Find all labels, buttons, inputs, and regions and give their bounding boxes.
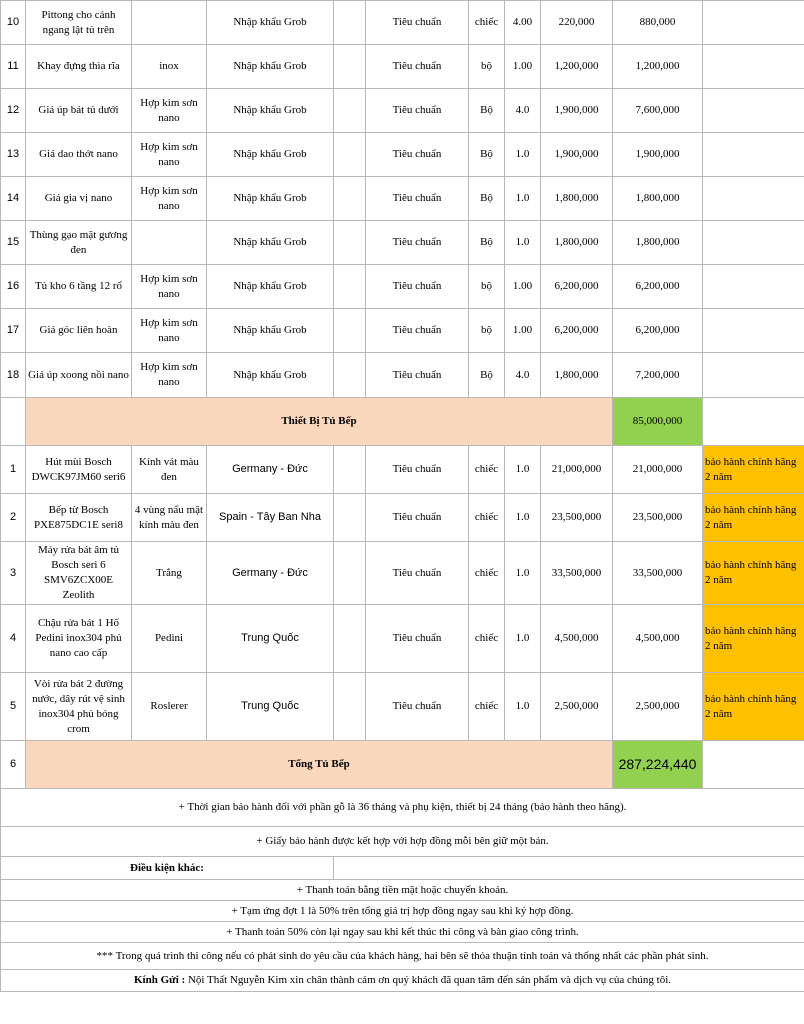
- item-note: [703, 221, 804, 265]
- item-origin: Nhập khẩu Grob: [207, 309, 334, 353]
- item-origin: Nhập khẩu Grob: [207, 1, 334, 45]
- note-regards: [1, 970, 804, 992]
- row-number: 12: [1, 89, 26, 133]
- regards-label: Kính Gửi :: [133, 974, 186, 986]
- item-material: Hợp kim sơn nano: [132, 265, 207, 309]
- item-material: Kính vát màu đen: [132, 446, 207, 494]
- item-unit: Bộ: [469, 221, 505, 265]
- item-spec: Tiêu chuẩn: [366, 353, 469, 398]
- note-warranty: + Thời gian bảo hành đối với phần gỗ là 36 tháng và phụ kiện, thiết bị 24 tháng (bảo hành theo hãng).: [1, 789, 804, 827]
- item-price: 1,200,000: [541, 45, 613, 89]
- item-name: Giá úp xoong nồi nano: [26, 353, 132, 398]
- item-note: [703, 1, 804, 45]
- row-number: 14: [1, 177, 26, 221]
- item-qty: 1.00: [505, 309, 541, 353]
- item-price: 1,900,000: [541, 89, 613, 133]
- item-origin: Trung Quốc: [207, 673, 334, 741]
- row-number: 18: [1, 353, 26, 398]
- row-number: 1: [1, 446, 26, 494]
- item-unit: bộ: [469, 265, 505, 309]
- item-note: bảo hành chính hãng 2 năm: [703, 673, 804, 741]
- table-row: [1, 673, 804, 741]
- item-origin: Nhập khẩu Grob: [207, 133, 334, 177]
- item-qty: 4.0: [505, 353, 541, 398]
- item-qty: 1.0: [505, 446, 541, 494]
- item-origin: Nhập khẩu Grob: [207, 89, 334, 133]
- item-unit: Bộ: [469, 89, 505, 133]
- item-price: 220,000: [541, 1, 613, 45]
- item-qty: 4.00: [505, 1, 541, 45]
- item-name: Giá gia vị nano: [26, 177, 132, 221]
- item-note: [703, 89, 804, 133]
- item-name: Tủ kho 6 tầng 12 rổ: [26, 265, 132, 309]
- item-spec: Tiêu chuẩn: [366, 45, 469, 89]
- item-name: Chậu rửa bát 1 Hố Pedini inox304 phủ nano cao cấp: [26, 605, 132, 673]
- note-paper: + Giấy bảo hành được kết hợp với hợp đồng mỗi bên giữ một bản.: [1, 827, 804, 857]
- row-number: 2: [1, 494, 26, 542]
- item-qty: 4.0: [505, 89, 541, 133]
- item-name: Pittong cho cánh ngang lật tủ trên: [26, 1, 132, 45]
- item-origin: Germany - Đức: [207, 446, 334, 494]
- item-name: Hút mùi Bosch DWCK97JM60 seri6: [26, 446, 132, 494]
- item-note: [703, 265, 804, 309]
- item-material: [132, 221, 207, 265]
- item-spec: Tiêu chuẩn: [366, 673, 469, 741]
- item-price: 1,800,000: [541, 353, 613, 398]
- item-spec: Tiêu chuẩn: [366, 221, 469, 265]
- empty-cell: [334, 89, 366, 133]
- item-price: 1,800,000: [541, 221, 613, 265]
- item-price: 2,500,000: [541, 673, 613, 741]
- item-origin: Nhập khẩu Grob: [207, 45, 334, 89]
- item-price: 1,800,000: [541, 177, 613, 221]
- item-name: Khay đựng thìa rĩa: [26, 45, 132, 89]
- item-amount: 1,200,000: [613, 45, 703, 89]
- empty-cell: [334, 353, 366, 398]
- item-price: 1,900,000: [541, 133, 613, 177]
- row-number: 11: [1, 45, 26, 89]
- item-amount: 21,000,000: [613, 446, 703, 494]
- item-spec: Tiêu chuẩn: [366, 494, 469, 542]
- item-name: Bếp từ Bosch PXE875DC1E seri8: [26, 494, 132, 542]
- item-spec: Tiêu chuẩn: [366, 177, 469, 221]
- product-rows-group-2: [1, 446, 804, 741]
- item-spec: Tiêu chuẩn: [366, 309, 469, 353]
- item-unit: chiếc: [469, 542, 505, 605]
- item-amount: 23,500,000: [613, 494, 703, 542]
- item-note: bảo hành chính hãng 2 năm: [703, 542, 804, 605]
- empty-cell: [334, 494, 366, 542]
- item-unit: Bộ: [469, 353, 505, 398]
- section-subtotal: [1, 398, 804, 446]
- item-name: Vòi rửa bát 2 đường nước, dây rút vệ sinh inox304 phủ bóng crom: [26, 673, 132, 741]
- grand-total-value: 287,224,440: [613, 741, 703, 789]
- item-price: 23,500,000: [541, 494, 613, 542]
- item-material: [132, 1, 207, 45]
- item-origin: Nhập khẩu Grob: [207, 353, 334, 398]
- item-spec: Tiêu chuẩn: [366, 605, 469, 673]
- note-payment-2: + Tạm ứng đợt 1 là 50% trên tổng giá trị hợp đồng ngay sau khi ký hợp đồng.: [1, 901, 804, 922]
- item-origin: Nhập khẩu Grob: [207, 177, 334, 221]
- note-payment-1: + Thanh toán bằng tiền mặt hoặc chuyển khoản.: [1, 880, 804, 901]
- item-amount: 7,600,000: [613, 89, 703, 133]
- item-material: Hợp kim sơn nano: [132, 89, 207, 133]
- empty-cell: [334, 221, 366, 265]
- table-row: [1, 221, 804, 265]
- empty-cell: [334, 177, 366, 221]
- grand-note-cell: [703, 741, 804, 789]
- item-material: Hợp kim sơn nano: [132, 353, 207, 398]
- item-qty: 1.0: [505, 221, 541, 265]
- item-unit: Bộ: [469, 177, 505, 221]
- notes-section: [1, 789, 804, 992]
- item-material: inox: [132, 45, 207, 89]
- item-material: Trắng: [132, 542, 207, 605]
- empty-cell: [334, 309, 366, 353]
- empty-cell: [334, 133, 366, 177]
- section-total: 85,000,000: [613, 398, 703, 446]
- item-amount: 2,500,000: [613, 673, 703, 741]
- item-material: 4 vùng nấu mặt kính màu đen: [132, 494, 207, 542]
- note-extra: *** Trong quá trình thi công nếu có phát sinh do yêu cầu của khách hàng, hai bên sẽ thỏa thuận tính toán và thống nhất các phần phát sinh.: [1, 943, 804, 970]
- item-spec: Tiêu chuẩn: [366, 89, 469, 133]
- item-origin: Spain - Tây Ban Nha: [207, 494, 334, 542]
- table-row: [1, 309, 804, 353]
- table-row: [1, 177, 804, 221]
- item-qty: 1.0: [505, 673, 541, 741]
- regards-text: Nội Thất Nguyễn Kim xin chân thành cảm ơn quý khách đã quan tâm đến sản phẩm và dịch vụ của chúng tôi.: [185, 974, 672, 986]
- row-number: 16: [1, 265, 26, 309]
- item-unit: bộ: [469, 309, 505, 353]
- item-name: Máy rửa bát âm tủ Bosch seri 6 SMV6ZCX00E Zeolith: [26, 542, 132, 605]
- item-amount: 1,800,000: [613, 221, 703, 265]
- other-conditions-label: Điều kiện khác:: [1, 857, 334, 880]
- item-qty: 1.00: [505, 265, 541, 309]
- row-number: 15: [1, 221, 26, 265]
- item-price: 4,500,000: [541, 605, 613, 673]
- table-row: [1, 494, 804, 542]
- row-number: 10: [1, 1, 26, 45]
- item-note: [703, 177, 804, 221]
- item-price: 33,500,000: [541, 542, 613, 605]
- item-amount: 4,500,000: [613, 605, 703, 673]
- item-note: [703, 309, 804, 353]
- item-origin: Nhập khẩu Grob: [207, 221, 334, 265]
- item-unit: chiếc: [469, 673, 505, 741]
- table-row: [1, 542, 804, 605]
- item-name: Giá úp bát tủ dưới: [26, 89, 132, 133]
- item-qty: 1.0: [505, 605, 541, 673]
- empty-cell: [334, 542, 366, 605]
- table-row: [1, 1, 804, 45]
- item-spec: Tiêu chuẩn: [366, 446, 469, 494]
- item-material: Hợp kim sơn nano: [132, 133, 207, 177]
- item-note: [703, 353, 804, 398]
- grand-stt: 6: [1, 741, 26, 789]
- product-rows-group-1: [1, 1, 804, 398]
- item-unit: bộ: [469, 45, 505, 89]
- item-name: Giá dao thớt nano: [26, 133, 132, 177]
- item-unit: chiếc: [469, 605, 505, 673]
- item-note: bảo hành chính hãng 2 năm: [703, 446, 804, 494]
- grand-title: Tổng Tủ Bếp: [26, 741, 613, 789]
- item-spec: Tiêu chuẩn: [366, 1, 469, 45]
- item-amount: 6,200,000: [613, 309, 703, 353]
- empty-cell: [334, 265, 366, 309]
- empty-cell: [334, 446, 366, 494]
- item-qty: 1.0: [505, 177, 541, 221]
- item-price: 6,200,000: [541, 265, 613, 309]
- table-row: [1, 605, 804, 673]
- empty-cell: [334, 605, 366, 673]
- item-unit: chiếc: [469, 494, 505, 542]
- item-note: [703, 133, 804, 177]
- item-unit: Bộ: [469, 133, 505, 177]
- item-spec: Tiêu chuẩn: [366, 542, 469, 605]
- item-price: 21,000,000: [541, 446, 613, 494]
- other-conditions-empty: [334, 857, 804, 880]
- item-material: Roslerer: [132, 673, 207, 741]
- item-note: bảo hành chính hãng 2 năm: [703, 605, 804, 673]
- item-note: bảo hành chính hãng 2 năm: [703, 494, 804, 542]
- item-origin: Germany - Đức: [207, 542, 334, 605]
- item-material: Hợp kim sơn nano: [132, 309, 207, 353]
- item-name: Giá góc liên hoàn: [26, 309, 132, 353]
- section-title: Thiết Bị Tủ Bếp: [26, 398, 613, 446]
- item-amount: 6,200,000: [613, 265, 703, 309]
- item-amount: 1,800,000: [613, 177, 703, 221]
- item-name: Thùng gạo mặt gương đen: [26, 221, 132, 265]
- item-unit: chiếc: [469, 446, 505, 494]
- item-amount: 1,900,000: [613, 133, 703, 177]
- item-amount: 33,500,000: [613, 542, 703, 605]
- table-row: [1, 45, 804, 89]
- item-material: Hợp kim sơn nano: [132, 177, 207, 221]
- item-qty: 1.0: [505, 542, 541, 605]
- empty-cell: [334, 45, 366, 89]
- item-qty: 1.0: [505, 133, 541, 177]
- item-amount: 880,000: [613, 1, 703, 45]
- table-row: [1, 133, 804, 177]
- item-unit: chiếc: [469, 1, 505, 45]
- item-qty: 1.00: [505, 45, 541, 89]
- section-stt-cell: [1, 398, 26, 446]
- table-row: [1, 353, 804, 398]
- item-qty: 1.0: [505, 494, 541, 542]
- item-origin: Trung Quốc: [207, 605, 334, 673]
- item-note: [703, 45, 804, 89]
- empty-cell: [334, 1, 366, 45]
- row-number: 13: [1, 133, 26, 177]
- item-spec: Tiêu chuẩn: [366, 133, 469, 177]
- row-number: 4: [1, 605, 26, 673]
- item-material: Pedini: [132, 605, 207, 673]
- empty-cell: [334, 673, 366, 741]
- row-number: 5: [1, 673, 26, 741]
- table-row: [1, 89, 804, 133]
- section-note-cell: [703, 398, 804, 446]
- grand-total: [1, 741, 804, 789]
- item-amount: 7,200,000: [613, 353, 703, 398]
- table-row: [1, 265, 804, 309]
- table-row: [1, 446, 804, 494]
- row-number: 17: [1, 309, 26, 353]
- item-price: 6,200,000: [541, 309, 613, 353]
- row-number: 3: [1, 542, 26, 605]
- item-spec: Tiêu chuẩn: [366, 265, 469, 309]
- note-payment-3: + Thanh toán 50% còn lại ngay sau khi kết thúc thi công và bàn giao công trình.: [1, 922, 804, 943]
- item-origin: Nhập khẩu Grob: [207, 265, 334, 309]
